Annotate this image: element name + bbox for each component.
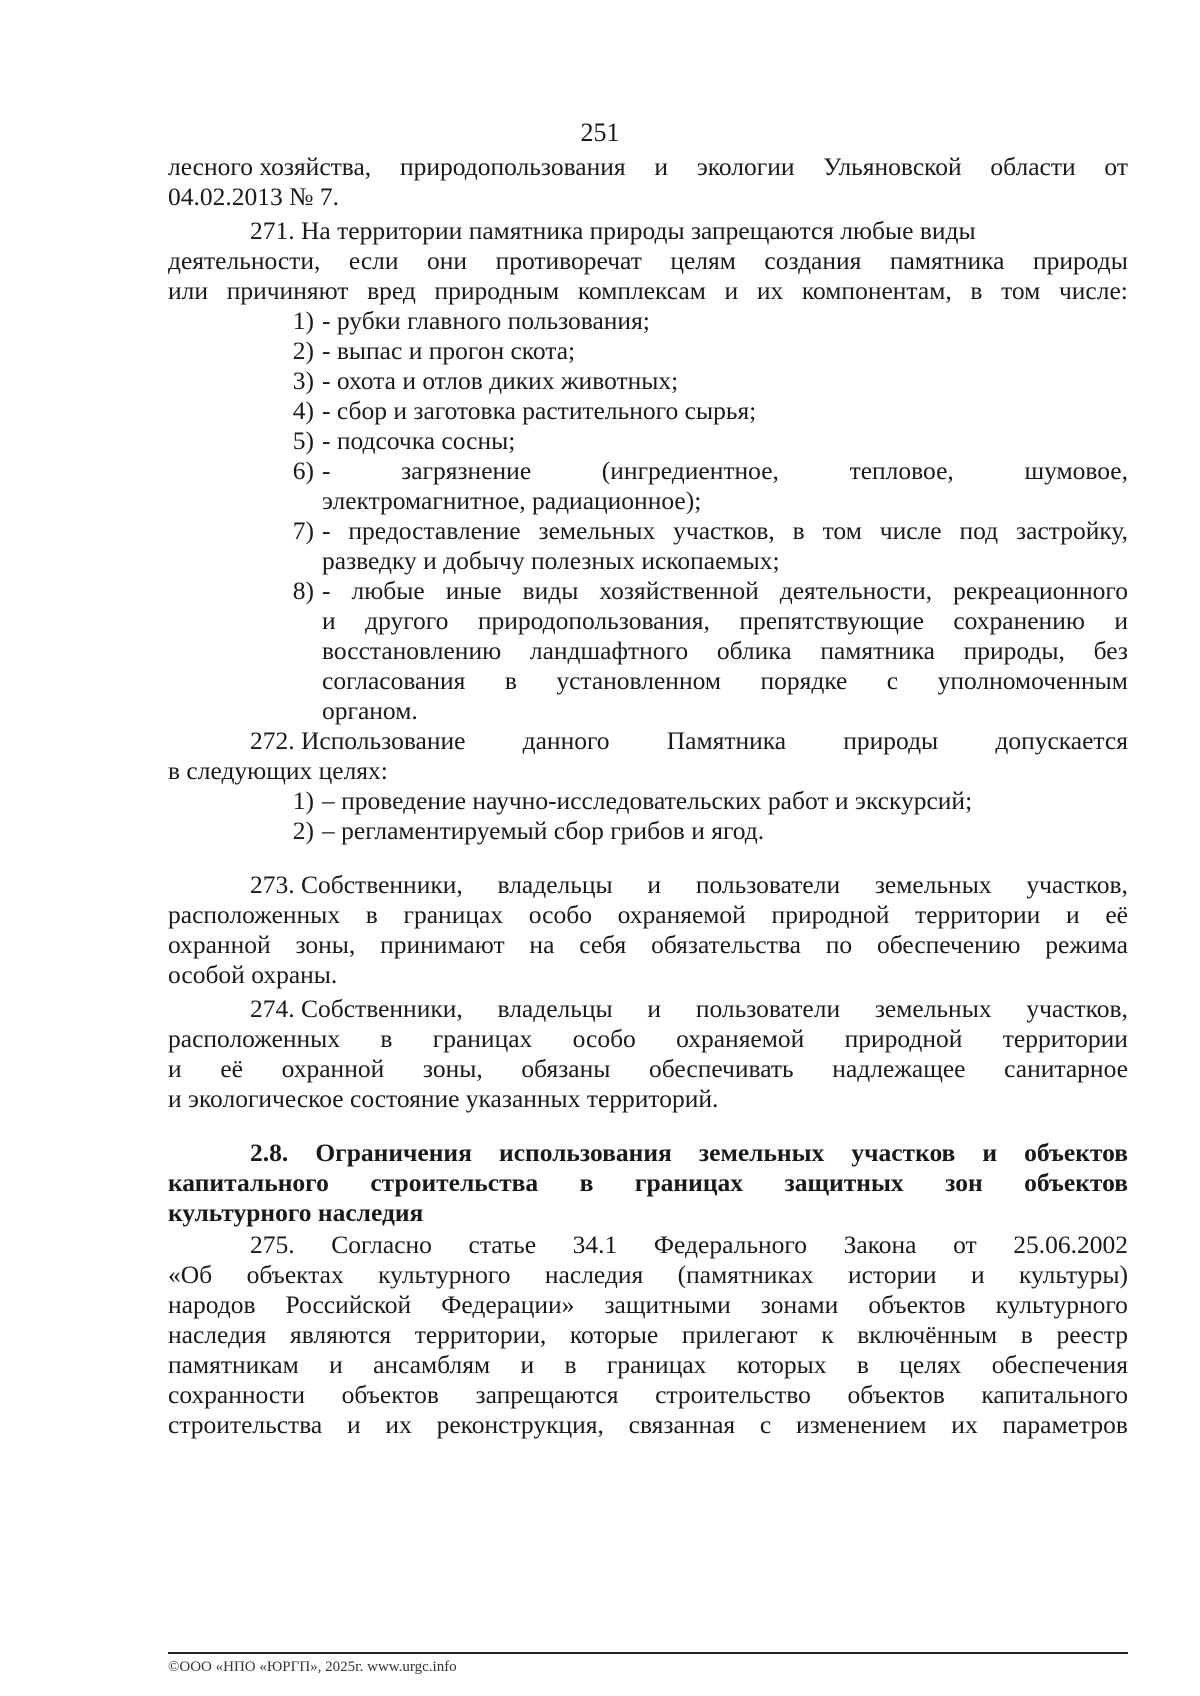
word: порядке — [760, 666, 848, 695]
word: объектов — [1024, 1138, 1128, 1167]
word: и — [970, 1260, 985, 1289]
word: целях — [899, 1350, 962, 1379]
word: тепловое, — [849, 456, 954, 485]
word: Памятника — [666, 726, 787, 755]
word: их — [756, 276, 784, 305]
word: строительство — [655, 1380, 811, 1409]
word: обеспечивать — [649, 1054, 794, 1083]
text-line — [168, 1024, 1128, 1054]
word: (памятниках — [677, 1260, 814, 1289]
word: её — [220, 1054, 243, 1083]
text-line: и экологическое состояние указанных территорий. — [168, 1084, 719, 1113]
word: культурного — [378, 1260, 511, 1289]
word: защитными — [604, 1290, 731, 1319]
word: к — [821, 1320, 834, 1349]
word: природы — [1033, 246, 1128, 275]
word: противоречат — [495, 246, 642, 275]
word: в — [579, 1168, 594, 1197]
word: объектов — [868, 1290, 966, 1319]
word: в — [970, 276, 983, 305]
word: числе — [879, 516, 942, 545]
word: защитных — [784, 1168, 904, 1197]
word: и — [654, 152, 669, 181]
word: иные — [445, 576, 502, 605]
word: шумовое, — [1024, 456, 1128, 485]
word: природы, — [963, 636, 1065, 665]
word: границах — [634, 1168, 744, 1197]
text-line — [250, 870, 1128, 900]
word: предоставление — [348, 516, 521, 545]
word: реестр — [1056, 1320, 1128, 1349]
word: по — [825, 930, 853, 959]
word: земельных — [874, 994, 992, 1023]
word: их — [951, 1410, 978, 1439]
word: загрязнение — [401, 456, 532, 485]
word: и — [168, 1054, 182, 1083]
word: обеспечения — [991, 1350, 1128, 1379]
page-number: 251 — [580, 118, 620, 147]
word: владельцы — [497, 870, 613, 899]
word: расположенных — [168, 900, 341, 929]
word: пользователи — [695, 994, 841, 1023]
word: от — [953, 1230, 977, 1259]
word: обеспечению — [876, 930, 1021, 959]
list-number: 4) — [292, 396, 314, 425]
word: культурного — [995, 1290, 1128, 1319]
text-line — [250, 726, 1128, 756]
word: прилегают — [681, 1320, 798, 1349]
word: капитального — [981, 1380, 1128, 1409]
word: с — [759, 1410, 772, 1439]
text-line — [250, 1138, 1128, 1168]
word: строительства — [370, 1168, 539, 1197]
word: от — [1104, 152, 1128, 181]
word: территории — [915, 900, 1041, 929]
word: включённым — [857, 1320, 998, 1349]
word: которых — [736, 1350, 827, 1379]
word: с — [886, 666, 899, 695]
text-line: – проведение научно-исследовательских работ и экскурсий; — [322, 786, 973, 815]
text-line — [168, 1350, 1128, 1380]
word: деятельности, — [168, 246, 321, 275]
word: в — [564, 1350, 577, 1379]
list-number: 1) — [292, 306, 314, 335]
list-number: 7) — [292, 516, 314, 545]
word: капитального — [168, 1168, 329, 1197]
word: природопользования — [399, 152, 626, 181]
word: режима — [1045, 930, 1128, 959]
text-line: разведку и добычу полезных ископаемых; — [322, 546, 780, 575]
word: хозяйственной — [599, 576, 759, 605]
word: объектов — [847, 1380, 945, 1409]
word: в — [380, 1024, 393, 1053]
word: и — [647, 870, 662, 899]
list-number: 6) — [292, 456, 314, 485]
word: создания — [764, 246, 862, 275]
word: 273. Собственники, — [250, 870, 463, 899]
word: охраняемой — [676, 1024, 805, 1053]
text-line: электромагнитное, радиационное); — [322, 486, 702, 515]
word: в — [856, 1350, 869, 1379]
word: Закона — [843, 1230, 917, 1259]
word: и — [347, 1410, 361, 1439]
text-line — [168, 1054, 1128, 1084]
word: и — [520, 1350, 535, 1379]
word: обязательства — [651, 930, 801, 959]
word: «Об — [168, 1260, 213, 1289]
word: - — [322, 456, 331, 485]
word: зоны, — [422, 1054, 483, 1083]
word: и — [647, 994, 662, 1023]
text-line — [168, 276, 1128, 306]
word: строительства — [168, 1410, 323, 1439]
word: 2.8. — [250, 1138, 289, 1167]
text-line: - охота и отлов диких животных; — [322, 366, 679, 395]
word: они — [427, 246, 468, 275]
word: параметров — [1002, 1410, 1128, 1439]
word: природопользования, — [477, 606, 710, 635]
word: народов — [168, 1290, 256, 1319]
word: себя — [579, 930, 627, 959]
word: наследия — [544, 1260, 644, 1289]
word: компонентам, — [801, 276, 952, 305]
word: и — [982, 1138, 998, 1167]
text-line: в следующих целях: — [168, 756, 388, 785]
word: участков, — [1026, 870, 1128, 899]
word: изменением — [796, 1410, 927, 1439]
text-line: 271. На территории памятника природы запрещаются любые виды — [250, 216, 976, 245]
word: и — [1066, 900, 1080, 929]
word: целям — [670, 246, 736, 275]
text-line: особой охраны. — [168, 960, 338, 989]
word: допускается — [995, 726, 1128, 755]
word: и — [322, 606, 336, 635]
text-line — [168, 246, 1128, 276]
word: виды — [522, 576, 579, 605]
word: 275. — [250, 1230, 295, 1259]
word: Ульяновской — [823, 152, 962, 181]
word: природы — [843, 726, 939, 755]
text-line — [168, 1410, 1128, 1440]
list-number: 8) — [292, 576, 314, 605]
word: том — [1001, 276, 1041, 305]
text-line — [168, 900, 1128, 930]
word: сохранности — [168, 1380, 306, 1409]
text-line — [168, 1168, 1128, 1198]
word: Ограничения — [315, 1138, 472, 1167]
word: зонами — [760, 1290, 839, 1319]
text-line — [322, 606, 1128, 636]
word: объектов — [1024, 1168, 1128, 1197]
word: истории — [847, 1260, 937, 1289]
word: земельных — [538, 516, 656, 545]
text-line — [322, 516, 1128, 546]
word: и — [724, 276, 739, 305]
word: надлежащее — [832, 1054, 966, 1083]
word: в — [792, 516, 805, 545]
word: земельных — [698, 1138, 825, 1167]
word: и — [329, 1350, 343, 1379]
word: границах — [606, 1350, 707, 1379]
word: ландшафтного — [529, 636, 689, 665]
word: Согласно — [331, 1230, 432, 1259]
word: восстановлению — [322, 636, 502, 665]
word: под — [959, 516, 999, 545]
word: владельцы — [497, 994, 613, 1023]
list-number: 2) — [292, 816, 314, 845]
word: том — [822, 516, 862, 545]
word: природным — [434, 276, 560, 305]
word: деятельности, — [779, 576, 933, 605]
word: санитарное — [1004, 1054, 1128, 1083]
word: без — [1093, 636, 1128, 665]
word: их — [385, 1410, 412, 1439]
word: - — [322, 576, 331, 605]
list-number: 1) — [292, 786, 314, 815]
text-line — [322, 456, 1128, 486]
word: облика — [716, 636, 792, 665]
word: причиняют — [226, 276, 349, 305]
text-line — [168, 1320, 1128, 1350]
word: застройку, — [1016, 516, 1128, 545]
word: в — [504, 666, 517, 695]
text-line: – регламентируемый сбор грибов и ягод. — [322, 816, 765, 845]
word: 34.1 — [572, 1230, 618, 1259]
text-line: органом. — [322, 696, 418, 725]
word: препятствующие — [739, 606, 924, 635]
word: или — [168, 276, 209, 305]
word: Федерального — [653, 1230, 807, 1259]
list-number: 3) — [292, 366, 314, 395]
word: памятника — [889, 246, 1005, 275]
text-line — [322, 666, 1128, 696]
word: числе: — [1058, 276, 1128, 305]
word: 25.06.2002 — [1013, 1230, 1128, 1259]
word: области — [990, 152, 1076, 181]
word: являются — [289, 1320, 392, 1349]
word: природной — [844, 1024, 963, 1053]
text-line — [250, 1230, 1128, 1260]
word: реконструкция, — [436, 1410, 604, 1439]
word: которые — [569, 1320, 659, 1349]
text-line — [250, 994, 1128, 1024]
word: использования — [499, 1138, 672, 1167]
word: и — [1114, 606, 1128, 635]
word: согласования — [322, 666, 466, 695]
list-number: 2) — [292, 336, 314, 365]
word: расположенных — [168, 1024, 341, 1053]
text-line: - сбор и заготовка растительного сырья; — [322, 396, 757, 425]
word: - — [322, 516, 331, 545]
text-line — [168, 1380, 1128, 1410]
word: связанная — [628, 1410, 736, 1439]
word: охраняемой — [617, 900, 746, 929]
word: обязаны — [521, 1054, 611, 1083]
word: другого — [365, 606, 449, 635]
text-line: 04.02.2013 № 7. — [168, 182, 339, 211]
word: объектах — [246, 1260, 344, 1289]
word: (ингредиентное, — [601, 456, 779, 485]
word: рекреационного — [953, 576, 1128, 605]
word: запрещаются — [475, 1380, 619, 1409]
text-line — [168, 152, 1128, 182]
word: участков, — [673, 516, 775, 545]
word: охранной — [281, 1054, 385, 1083]
word: ансамблям — [373, 1350, 491, 1379]
text-line — [168, 1290, 1128, 1320]
word: культуры) — [1019, 1260, 1128, 1289]
word: зон — [945, 1168, 983, 1197]
word: памятника — [820, 636, 935, 665]
text-line — [168, 1260, 1128, 1290]
word: участков — [851, 1138, 956, 1167]
word: границах — [432, 1024, 533, 1053]
list-number: 5) — [292, 426, 314, 455]
word: статье — [468, 1230, 537, 1259]
word: лесного хозяйства, — [168, 152, 372, 181]
text-line — [322, 576, 1128, 606]
text-line: культурного наследия — [168, 1198, 424, 1227]
text-line — [322, 636, 1128, 666]
word: установленном — [556, 666, 721, 695]
word: принимают — [380, 930, 505, 959]
word: зоны, — [295, 930, 356, 959]
word: территории — [1002, 1024, 1128, 1053]
word: объектов — [341, 1380, 439, 1409]
word: пользователи — [695, 870, 841, 899]
word: особо — [572, 1024, 636, 1053]
word: охранной — [168, 930, 271, 959]
word: границах — [403, 900, 504, 929]
word: сохранению — [953, 606, 1085, 635]
footer-copyright: ©ООО «НПО «ЮРГП», 2025г. www.urgc.info — [168, 1659, 457, 1675]
word: 272. Использование — [250, 726, 466, 755]
word: территории, — [414, 1320, 547, 1349]
word: природной — [771, 900, 890, 929]
text-line: - рубки главного пользования; — [322, 306, 650, 335]
text-line — [168, 930, 1128, 960]
word: наследия — [168, 1320, 267, 1349]
word: памятникам — [168, 1350, 299, 1379]
word: уполномоченным — [937, 666, 1128, 695]
word: её — [1105, 900, 1128, 929]
word: 274. Собственники, — [250, 994, 463, 1023]
word: в — [365, 900, 378, 929]
word: особо — [528, 900, 592, 929]
word: экологии — [696, 152, 795, 181]
word: Российской — [285, 1290, 412, 1319]
word: на — [529, 930, 555, 959]
word: комплексам — [577, 276, 706, 305]
word: участков, — [1026, 994, 1128, 1023]
text-line: - выпас и прогон скота; — [322, 336, 576, 365]
word: если — [348, 246, 399, 275]
word: земельных — [874, 870, 992, 899]
word: вред — [367, 276, 416, 305]
text-line: - подсочка сосны; — [322, 426, 516, 455]
word: в — [1020, 1320, 1033, 1349]
footer-rule — [168, 1652, 1128, 1654]
word: данного — [522, 726, 610, 755]
word: любые — [351, 576, 425, 605]
word: Федерации» — [441, 1290, 575, 1319]
